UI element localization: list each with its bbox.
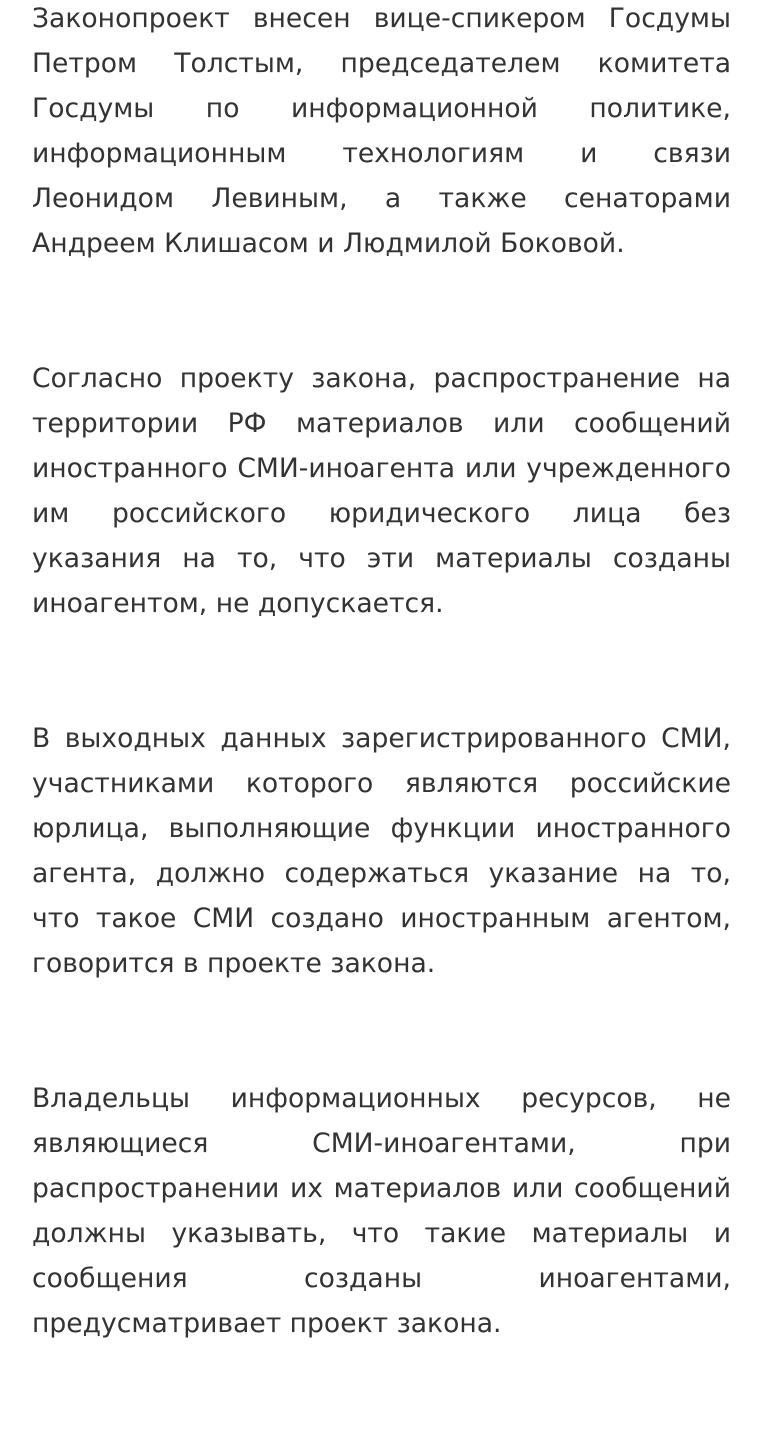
article-paragraph-4: Владельцы информационных ресурсов, не являющиеся СМИ-иноагентами, при распространении их материалов или сообщений должны указывать, что такие материалы и сообщения созданы иноагентами, предусматривает проект закона. <box>32 1083 731 1339</box>
article-paragraph-3: В выходных данных зарегистрированного СМИ, участниками которого являются российские юрлица, выполняющие функции иностранного агента, должно содержаться указание на то, что такое СМИ создано иностранным агентом, говорится в проекте закона. <box>32 723 731 979</box>
article-paragraph-1: Законопроект внесен вице-спикером Госдумы Петром Толстым, председателем комитета Госдумы по информационной политике, информационным технологиям и связи Леонидом Левиным, а также сенаторами Андреем Клишасом и Людмилой Боковой. <box>32 3 731 259</box>
article-body <box>32 0 731 1436</box>
article-paragraph-2: Согласно проекту закона, распространение на территории РФ материалов или сообщений иностранного СМИ-иноагента или учрежденного им российского юридического лица без указания на то, что эти материалы созданы иноагентом, не допускается. <box>32 363 731 619</box>
